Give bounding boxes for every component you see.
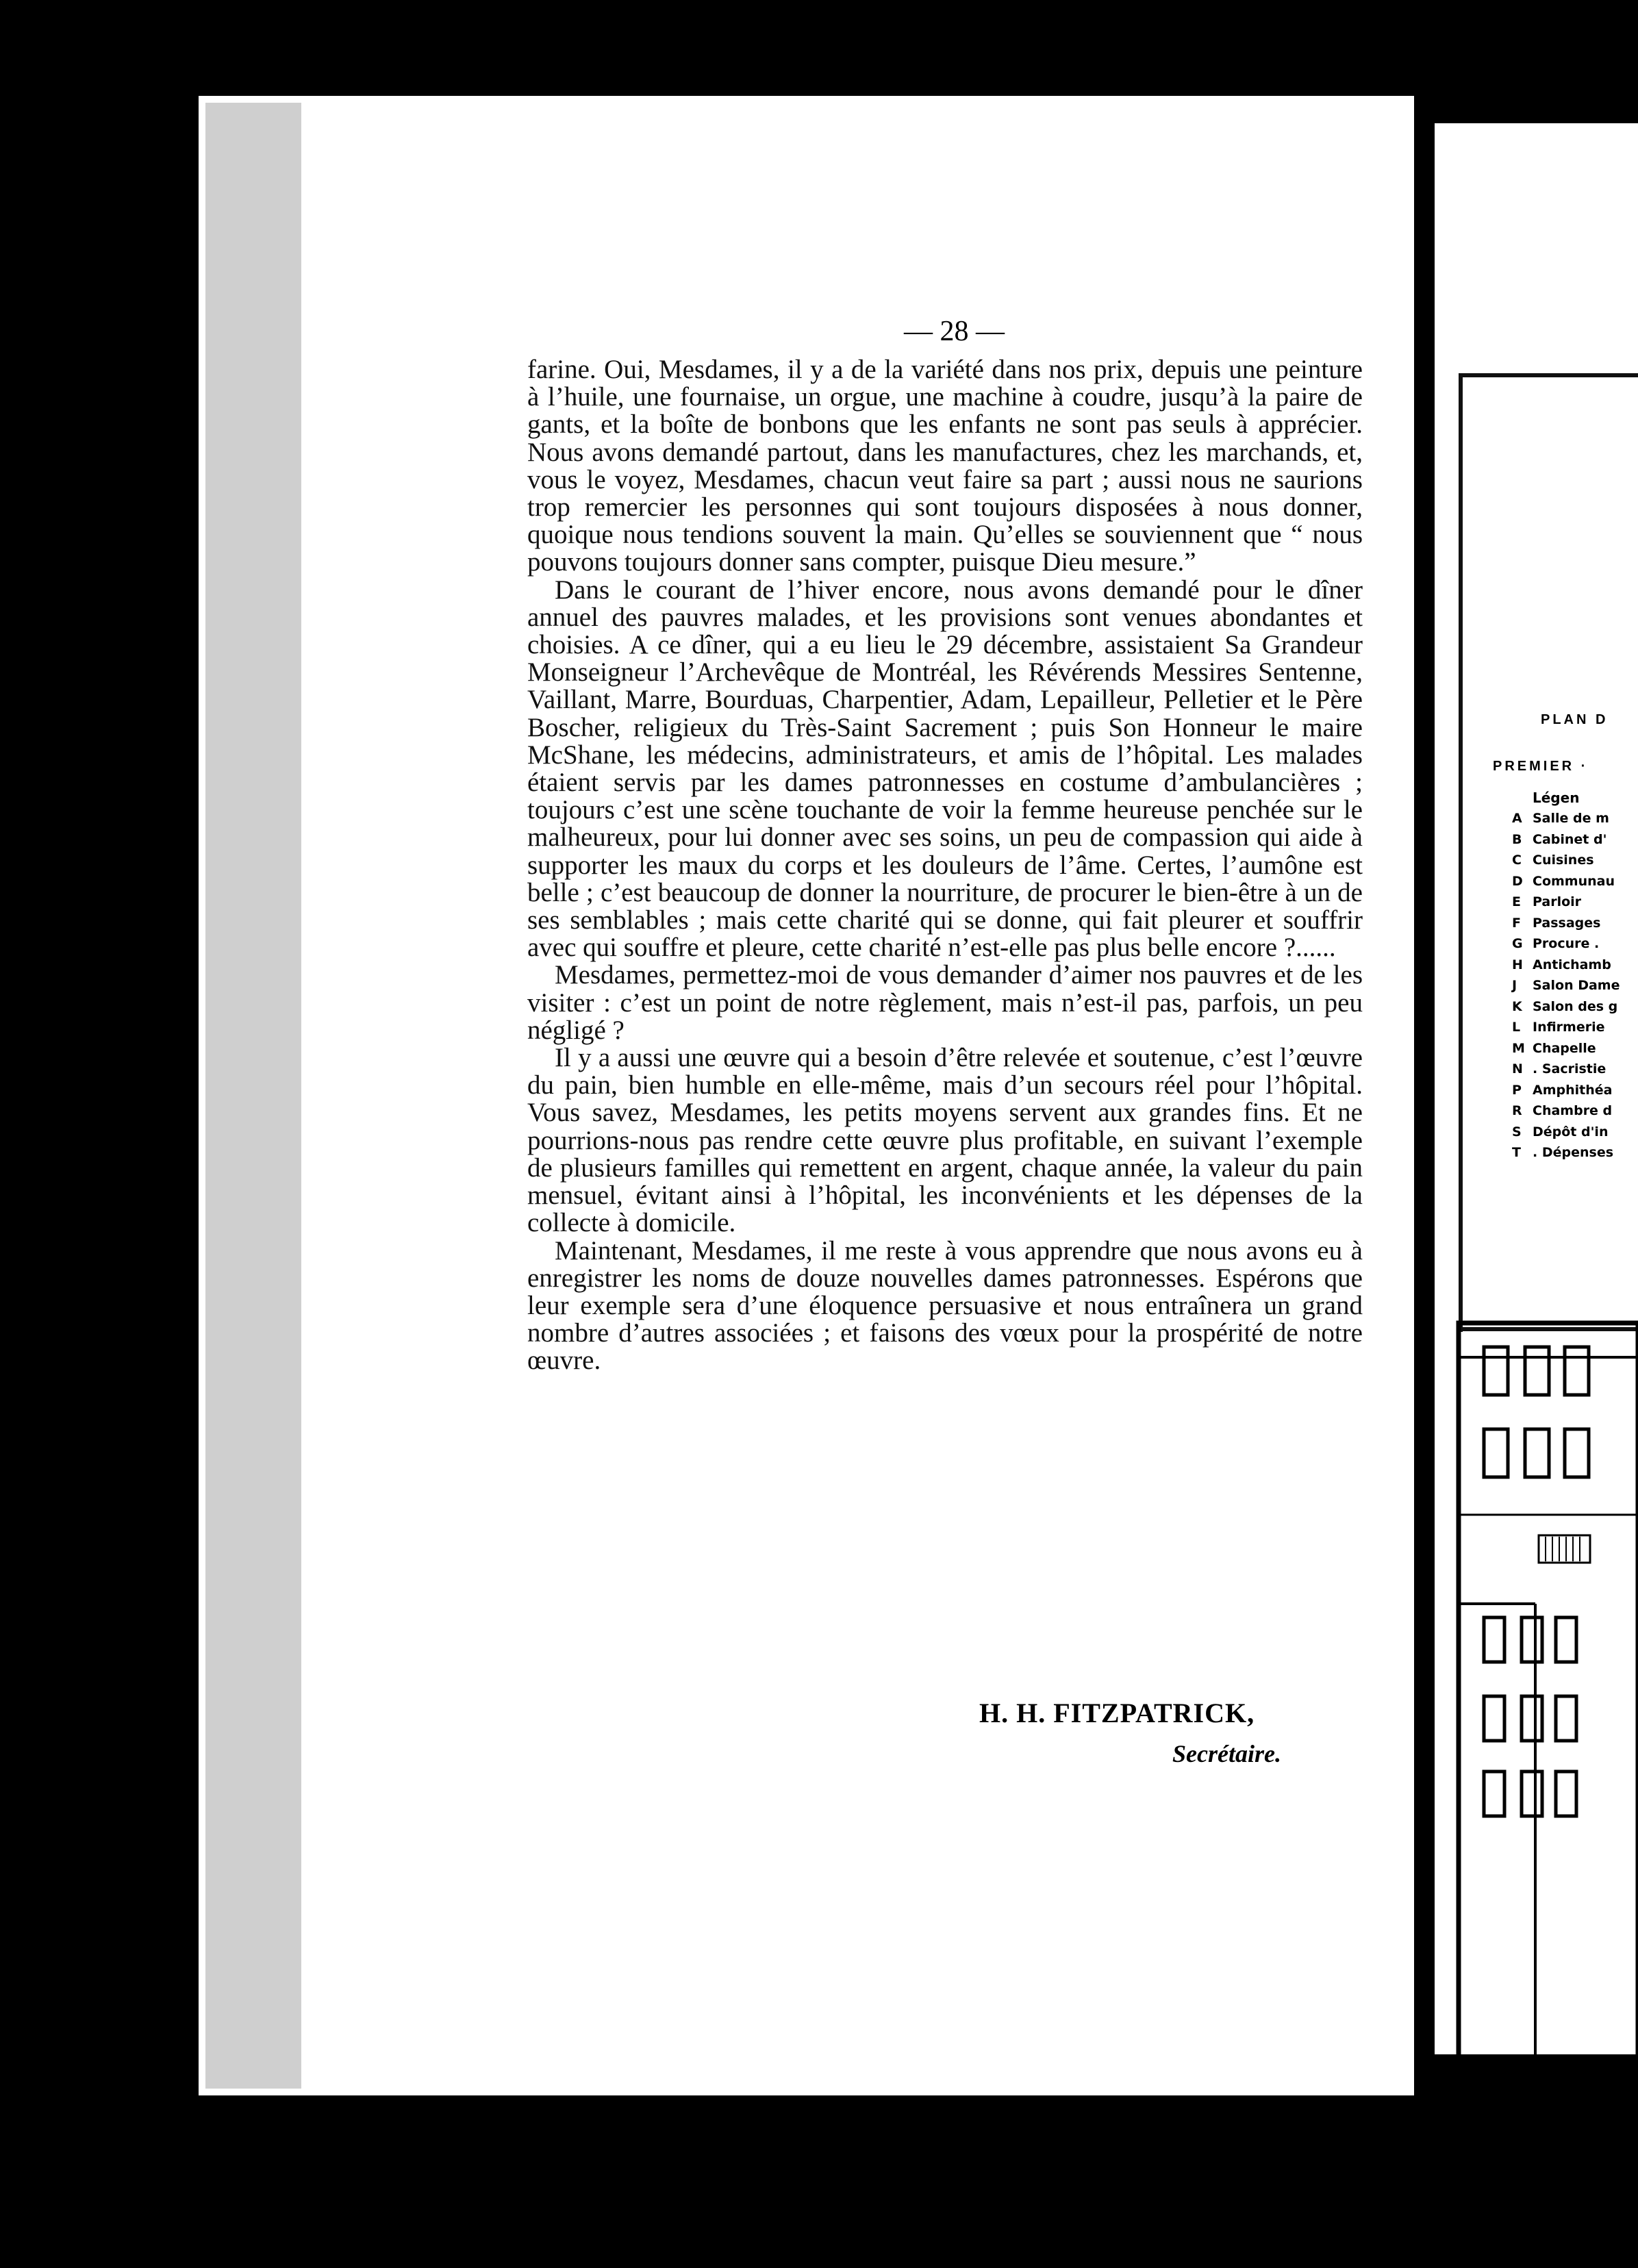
legend-title: Légen bbox=[1533, 790, 1580, 806]
legend-item: S Dépôt d'in bbox=[1512, 1124, 1609, 1139]
paragraph-3: Mesdames, permettez-moi de vous demander d’aimer nos pauvres et de les visiter : c’est un point de notre règlement, mais n’est-il pas, parfois, un peu négligé ? bbox=[527, 960, 1363, 1045]
paragraph-4: Il y a aussi une œuvre qui a besoin d’être relevée et soutenue, c’est l’œuvre du pain, bien humble en elle-même, mais d’un secours réel pour l’hôpital. Vous savez, Mesdames, les petits moyens servent aux grandes fins. Et ne pourrions-nous pas rendre cette œuvre plus profitable, en suivant l’exemple de plusieurs familles qui remettent en argent, chaque année, la valeur du pain mensuel, évitant ainsi à l’hôpital, les inconvénients et les dépenses de la collecte à domicile. bbox=[527, 1043, 1363, 1238]
legend-item: P Amphithéa bbox=[1512, 1082, 1613, 1098]
paragraph-5: Maintenant, Mesdames, il me reste à vous apprendre que nous avons eu à enregistrer les noms de douze nouvelles dames patronnesses. Espérons que leur exemple sera d’une éloquence persuasive et nous entraînera un grand nombre d’autres associées ; et faisons des vœux pour la prospérité de notre œuvre. bbox=[527, 1235, 1363, 1376]
legend-item: B Cabinet d' bbox=[1512, 831, 1607, 847]
legend-item: A Salle de m bbox=[1512, 811, 1609, 826]
body-text bbox=[527, 356, 1363, 1375]
legend-item: N . Sacristie bbox=[1512, 1061, 1606, 1076]
legend-item: G Procure . bbox=[1512, 936, 1600, 951]
signature-name: H. H. FITZPATRICK, bbox=[979, 1698, 1255, 1728]
legend-item: T . Dépenses bbox=[1512, 1145, 1614, 1160]
plate-heading: PLAN D bbox=[1541, 712, 1609, 727]
legend-item: L Infirmerie bbox=[1512, 1020, 1605, 1035]
plate-legend bbox=[1512, 808, 1620, 1163]
paragraph-2: Dans le courant de l’hiver encore, nous avons demandé pour le dîner annuel des pauvres malades, et les provisions sont venues abondantes et choisies. A ce dîner, qui a eu lieu le 29 décembre, assistaient Sa Grandeur Monseigneur l’Archevêque de Montréal, les Révérends Messires Sentenne, Vaillant, Marre, Bourduas, Charpentier, Adam, Lepailleur, Pelletier et le Père Boscher, religieux du Très-Saint Sacrement ; puis Son Honneur le maire McShane, les médecins, administrateurs, et amis de l’hôpital. Les malades étaient servis par les dames patronnesses en costume d’ambulancières ; toujours c’est une scène touchante de voir la femme heureuse penchée sur le malheureux, pour lui donner avec ses soins, un peu de compassion qui aide à supporter les maux du corps et les douleurs de l’âme. Certes, l’aumône est belle ; c’est beaucoup de donner la nourriture, de procurer le bien-être à un de ses semblables ; mais cette charité qui se donne, qui fait pleurer et souffrir avec qui souffre et pleure, cette charité n’est-elle pas plus belle encore ?...... bbox=[527, 575, 1363, 963]
legend-item: C Cuisines bbox=[1512, 853, 1594, 868]
legend-item: E Parloir bbox=[1512, 894, 1582, 909]
plate-border-top bbox=[1459, 373, 1638, 377]
plate-subheading: PREMIER · bbox=[1493, 759, 1589, 774]
legend-item: F Passages bbox=[1512, 915, 1601, 931]
legend-item: M Chapelle bbox=[1512, 1040, 1596, 1056]
legend-item: H Antichamb bbox=[1512, 957, 1611, 972]
page-number: — 28 — bbox=[904, 316, 1005, 347]
legend-item: R Chambre d bbox=[1512, 1103, 1613, 1118]
plate-border-left bbox=[1459, 373, 1463, 1332]
legend-item: D Communau bbox=[1512, 873, 1615, 889]
page-edges bbox=[205, 103, 301, 2089]
floor-plan-drawing bbox=[1453, 1316, 1638, 2268]
legend-item: J Salon Dame bbox=[1512, 978, 1620, 993]
paragraph-1: farine. Oui, Mesdames, il y a de la variété dans nos prix, depuis une peinture à l’huile, une fournaise, un orgue, une machine à coudre, jusqu’à la paire de gants, et la boîte de bonbons que les enfants ne sont pas seuls à apprécier. Nous avons demandé partout, dans les manufactures, chez les marchands, et, vous le voyez, Mesdames, chacun veut faire sa part ; aussi nous ne saurions trop remercier les personnes qui sont toujours disposées à nous donner, quoique nous tendions souvent la main. Qu’elles se souviennent que “ nous pouvons toujours donner sans compter, puisque Dieu mesure.” bbox=[527, 355, 1363, 577]
signature-title: Secrétaire. bbox=[1172, 1740, 1281, 1767]
legend-item: K Salon des g bbox=[1512, 998, 1618, 1014]
